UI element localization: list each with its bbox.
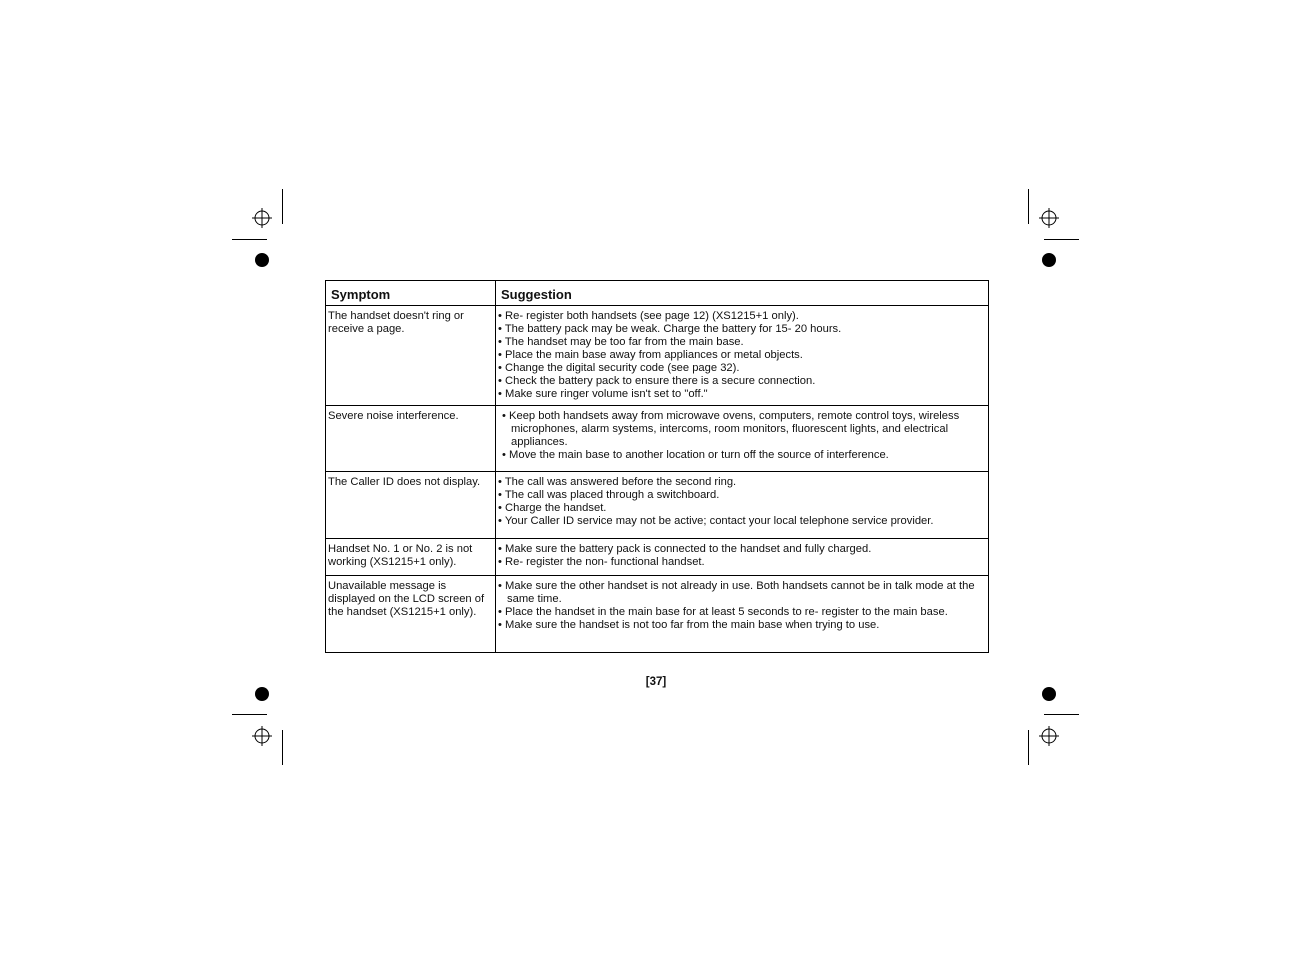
suggestion-item: • The handset may be too far from the main base. xyxy=(498,336,744,348)
registration-dot-icon xyxy=(255,687,269,701)
suggestion-item: • The battery pack may be weak. Charge the battery for 15- 20 hours. xyxy=(498,323,842,335)
table-row xyxy=(326,406,989,472)
suggestion-cell xyxy=(496,406,989,472)
symptom-cell: Severe noise interference. xyxy=(326,406,496,472)
symptom-cell: The handset doesn't ring or receive a page. xyxy=(326,306,496,406)
suggestion-item: • Change the digital security code (see page 32). xyxy=(498,362,740,374)
symptom-cell: Unavailable message is displayed on the LCD screen of the handset (XS1215+1 only). xyxy=(326,576,496,653)
suggestion-item: • Keep both handsets away from microwave ovens, computers, remote control toys, wireless microphones, alarm systems, intercoms, room monitors, fluorescent lights, and electrical appliances. xyxy=(502,410,960,448)
symptom-cell: The Caller ID does not display. xyxy=(326,472,496,539)
registration-dot-icon xyxy=(1042,687,1056,701)
symptom-cell: Handset No. 1 or No. 2 is not working (XS1215+1 only). xyxy=(326,539,496,576)
registration-target-icon xyxy=(252,208,272,228)
suggestion-cell xyxy=(496,576,989,653)
suggestion-item: • Make sure the handset is not too far from the main base when trying to use. xyxy=(498,619,880,631)
registration-target-icon xyxy=(1039,726,1059,746)
suggestion-item: • Re- register both handsets (see page 12) (XS1215+1 only). xyxy=(498,310,799,322)
crop-mark xyxy=(1044,239,1079,240)
table-row xyxy=(326,306,989,406)
suggestion-item: • Place the main base away from appliances or metal objects. xyxy=(498,349,803,361)
suggestion-cell xyxy=(496,472,989,539)
crop-mark xyxy=(1044,714,1079,715)
suggestion-item: • The call was answered before the second ring. xyxy=(498,476,737,488)
table-header-row xyxy=(326,281,989,306)
suggestion-cell xyxy=(496,306,989,406)
table-row xyxy=(326,576,989,653)
page-number: [37] xyxy=(645,676,667,688)
symptom-column-header: Symptom xyxy=(326,281,496,306)
crop-mark xyxy=(282,730,283,765)
suggestion-item: • Make sure ringer volume isn't set to "off." xyxy=(498,388,708,400)
crop-mark xyxy=(1028,189,1029,224)
suggestion-item: • Place the handset in the main base for at least 5 seconds to re- register to the main base. xyxy=(498,606,948,618)
crop-mark xyxy=(1028,730,1029,765)
registration-dot-icon xyxy=(1042,253,1056,267)
suggestion-column-header: Suggestion xyxy=(496,281,989,306)
suggestion-item: • The call was placed through a switchboard. xyxy=(498,489,720,501)
suggestion-item: • Check the battery pack to ensure there is a secure connection. xyxy=(498,375,816,387)
suggestion-item: • Make sure the other handset is not already in use. Both handsets cannot be in talk mode at the same time. xyxy=(498,580,975,605)
crop-mark xyxy=(232,714,267,715)
registration-dot-icon xyxy=(255,253,269,267)
suggestion-item: • Move the main base to another location or turn off the source of interference. xyxy=(502,449,889,461)
suggestion-item: • Charge the handset. xyxy=(498,502,607,514)
crop-mark xyxy=(232,239,267,240)
suggestion-item: • Make sure the battery pack is connected to the handset and fully charged. xyxy=(498,543,872,555)
troubleshooting-table xyxy=(325,280,989,653)
registration-target-icon xyxy=(1039,208,1059,228)
crop-mark xyxy=(282,189,283,224)
suggestion-item: • Re- register the non- functional handset. xyxy=(498,556,705,568)
suggestion-cell xyxy=(496,539,989,576)
suggestion-item: • Your Caller ID service may not be active; contact your local telephone service provider. xyxy=(498,515,934,527)
table-row xyxy=(326,472,989,539)
registration-target-icon xyxy=(252,726,272,746)
table-row xyxy=(326,539,989,576)
